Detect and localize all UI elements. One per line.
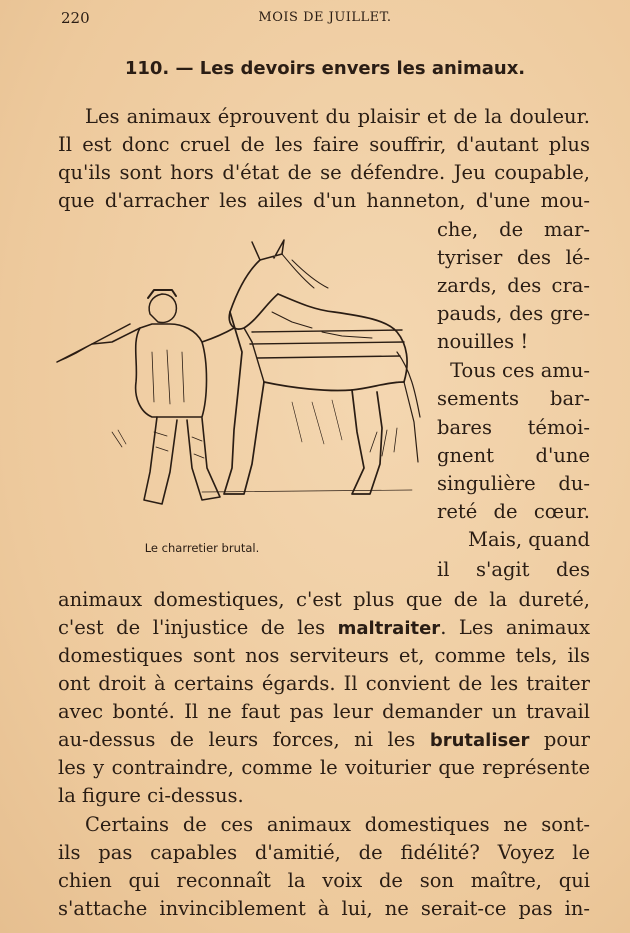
text-line: les y contraindre, comme le voiturier que représente [58,756,590,779]
text-line: domestiques sont nos serviteurs et, comme tels, ils [58,644,590,667]
text-line: ils pas capables d'amitié, de fidélité? Voyez le [58,841,590,864]
text-line-with-keyword [58,618,590,638]
text-line: que d'arracher les ailes d'un hanneton, d'une mou- [58,189,590,212]
text-line: nouilles ! [437,330,529,353]
text-line: che, de mar- [437,218,590,241]
text-line: Les animaux éprouvent du plaisir et de la douleur. [85,105,590,128]
text-span: pour [543,728,590,751]
text-line: Il est donc cruel de les faire souffrir, d'autant plus [58,133,590,156]
text-line: avec bonté. Il ne faut pas leur demander un travail [58,700,590,723]
text-span: . Les animaux [440,616,591,639]
running-title: MOIS DE JUILLET. [258,10,392,25]
text-line: tyriser des lé- [437,246,590,269]
text-span: au-dessus de leurs forces, ni les [58,728,416,751]
text-line: Certains de ces animaux domestiques ne sont- [85,813,590,836]
text-line: s'attache invinciblement à lui, ne serait-ce pas in- [58,897,590,920]
section-title: 110. — Les devoirs envers les animaux. [124,58,526,79]
page-number: 220 [61,9,90,27]
keyword-maltraiter: maltraiter [337,618,441,639]
text-line: qu'ils sont hors d'état de se défendre. Jeu coupable, [58,161,590,184]
text-line: animaux domestiques, c'est plus que de la dureté, [58,588,590,611]
text-line: la figure ci-dessus. [58,784,244,807]
text-line: pauds, des gre- [437,302,590,325]
text-line: Tous ces amu- [450,359,590,382]
text-line: bares témoi- [437,416,590,439]
text-line: sements bar- [437,387,590,410]
text-line-with-keyword [58,730,590,750]
text-line: il s'agit des [437,558,590,581]
text-line: reté de cœur. [437,500,590,523]
text-line: ont droit à certains égards. Il convient de les traiter [58,672,590,695]
text-span: c'est de l'injustice de les [58,616,326,639]
keyword-brutaliser: brutaliser [429,730,530,751]
text-line: chien qui reconnaît la voix de son maître, qui [58,869,590,892]
text-line: gnent d'une [437,444,590,467]
text-line: zards, des cra- [437,274,590,297]
page-header [0,9,630,31]
figure-caption: Le charretier brutal. [144,541,260,555]
text-line: Mais, quand [468,528,590,551]
text-line: singulière du- [437,472,590,495]
illustration-carter-and-horse [52,232,424,532]
